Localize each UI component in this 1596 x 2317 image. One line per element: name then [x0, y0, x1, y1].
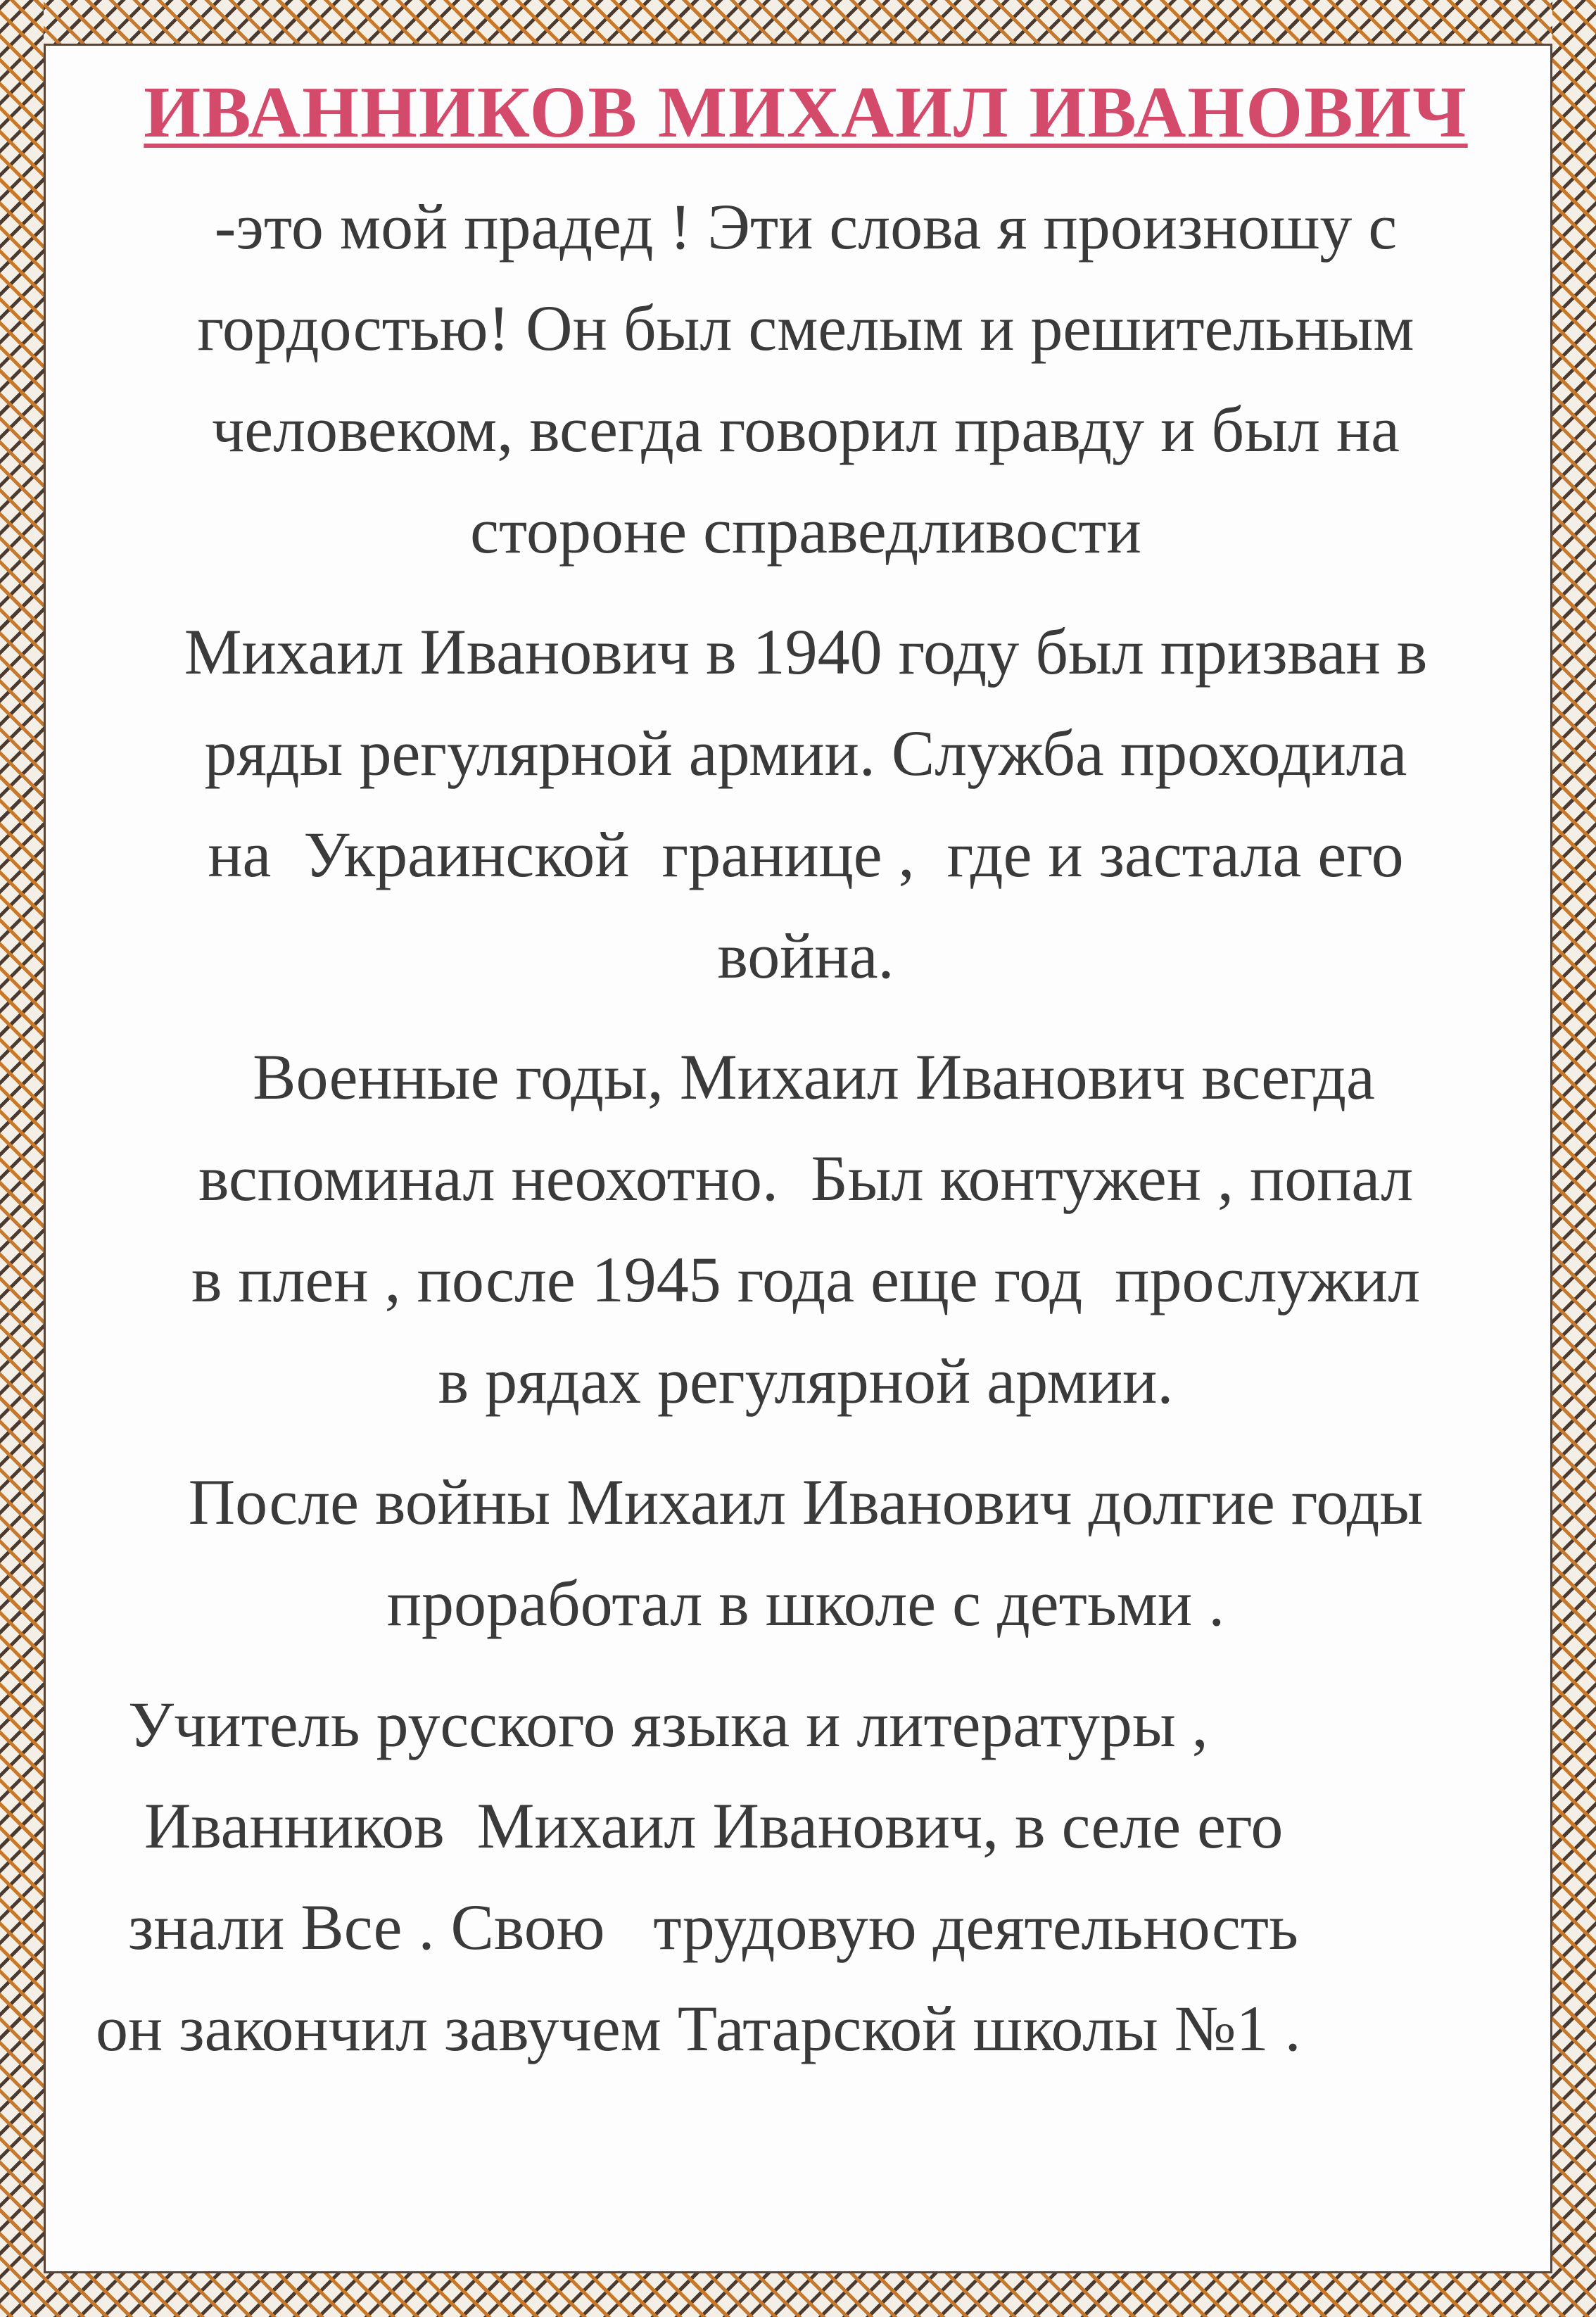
text-line: в плен , после 1945 года еще год прослужил: [191, 1244, 1421, 1315]
paragraph-army: [63, 601, 1548, 1006]
paragraph-teacher: [63, 1674, 1548, 2079]
ornamental-border-top: [0, 0, 1596, 44]
text-line: знали Все . Свою трудовую деятельность: [63, 1891, 1298, 1963]
text-line: в рядах регулярной армии.: [438, 1345, 1174, 1417]
text-line: он закончил завучем Татарской школы №1 .: [63, 1993, 1301, 2064]
text-line: После войны Михаил Иванович долгие годы: [188, 1466, 1424, 1538]
paragraph-intro: [63, 176, 1548, 581]
text-line: Военные годы, Михаил Иванович всегда: [236, 1041, 1375, 1113]
text-line: проработал в школе с детьми .: [386, 1567, 1225, 1639]
ornamental-border-left: [0, 0, 44, 2317]
text-line: на Украинской границе , где и застала его: [208, 819, 1404, 890]
text-line: война.: [717, 920, 894, 992]
page-title: ИВАННИКОВ МИХАИЛ ИВАНОВИЧ: [144, 72, 1468, 153]
text-line: Михаил Иванович в 1940 году был призван в: [184, 616, 1428, 688]
ornamental-border-bottom: [0, 2273, 1596, 2317]
text-line: гордостью! Он был смелым и решительным: [197, 292, 1414, 364]
paragraph-war-years: [63, 1026, 1548, 1432]
text-line: стороне справедливости: [470, 495, 1141, 567]
text-line: вспоминал неохотно. Был контужен , попал: [198, 1142, 1413, 1214]
text-line: человеком, всегда говорил правду и был на: [212, 393, 1400, 465]
text-line: -это мой прадед ! Эти слова я произношу с: [214, 191, 1398, 263]
ornamental-border-right: [1552, 0, 1596, 2317]
text-line: Иванников Михаил Иванович, в селе его: [63, 1790, 1284, 1862]
text-line: Учитель русского языка и литературы ,: [63, 1688, 1208, 1760]
document-content: [63, 70, 1548, 2099]
paragraph-after-war: [63, 1451, 1548, 1654]
text-line: ряды регулярной армии. Служба проходила: [204, 717, 1407, 789]
